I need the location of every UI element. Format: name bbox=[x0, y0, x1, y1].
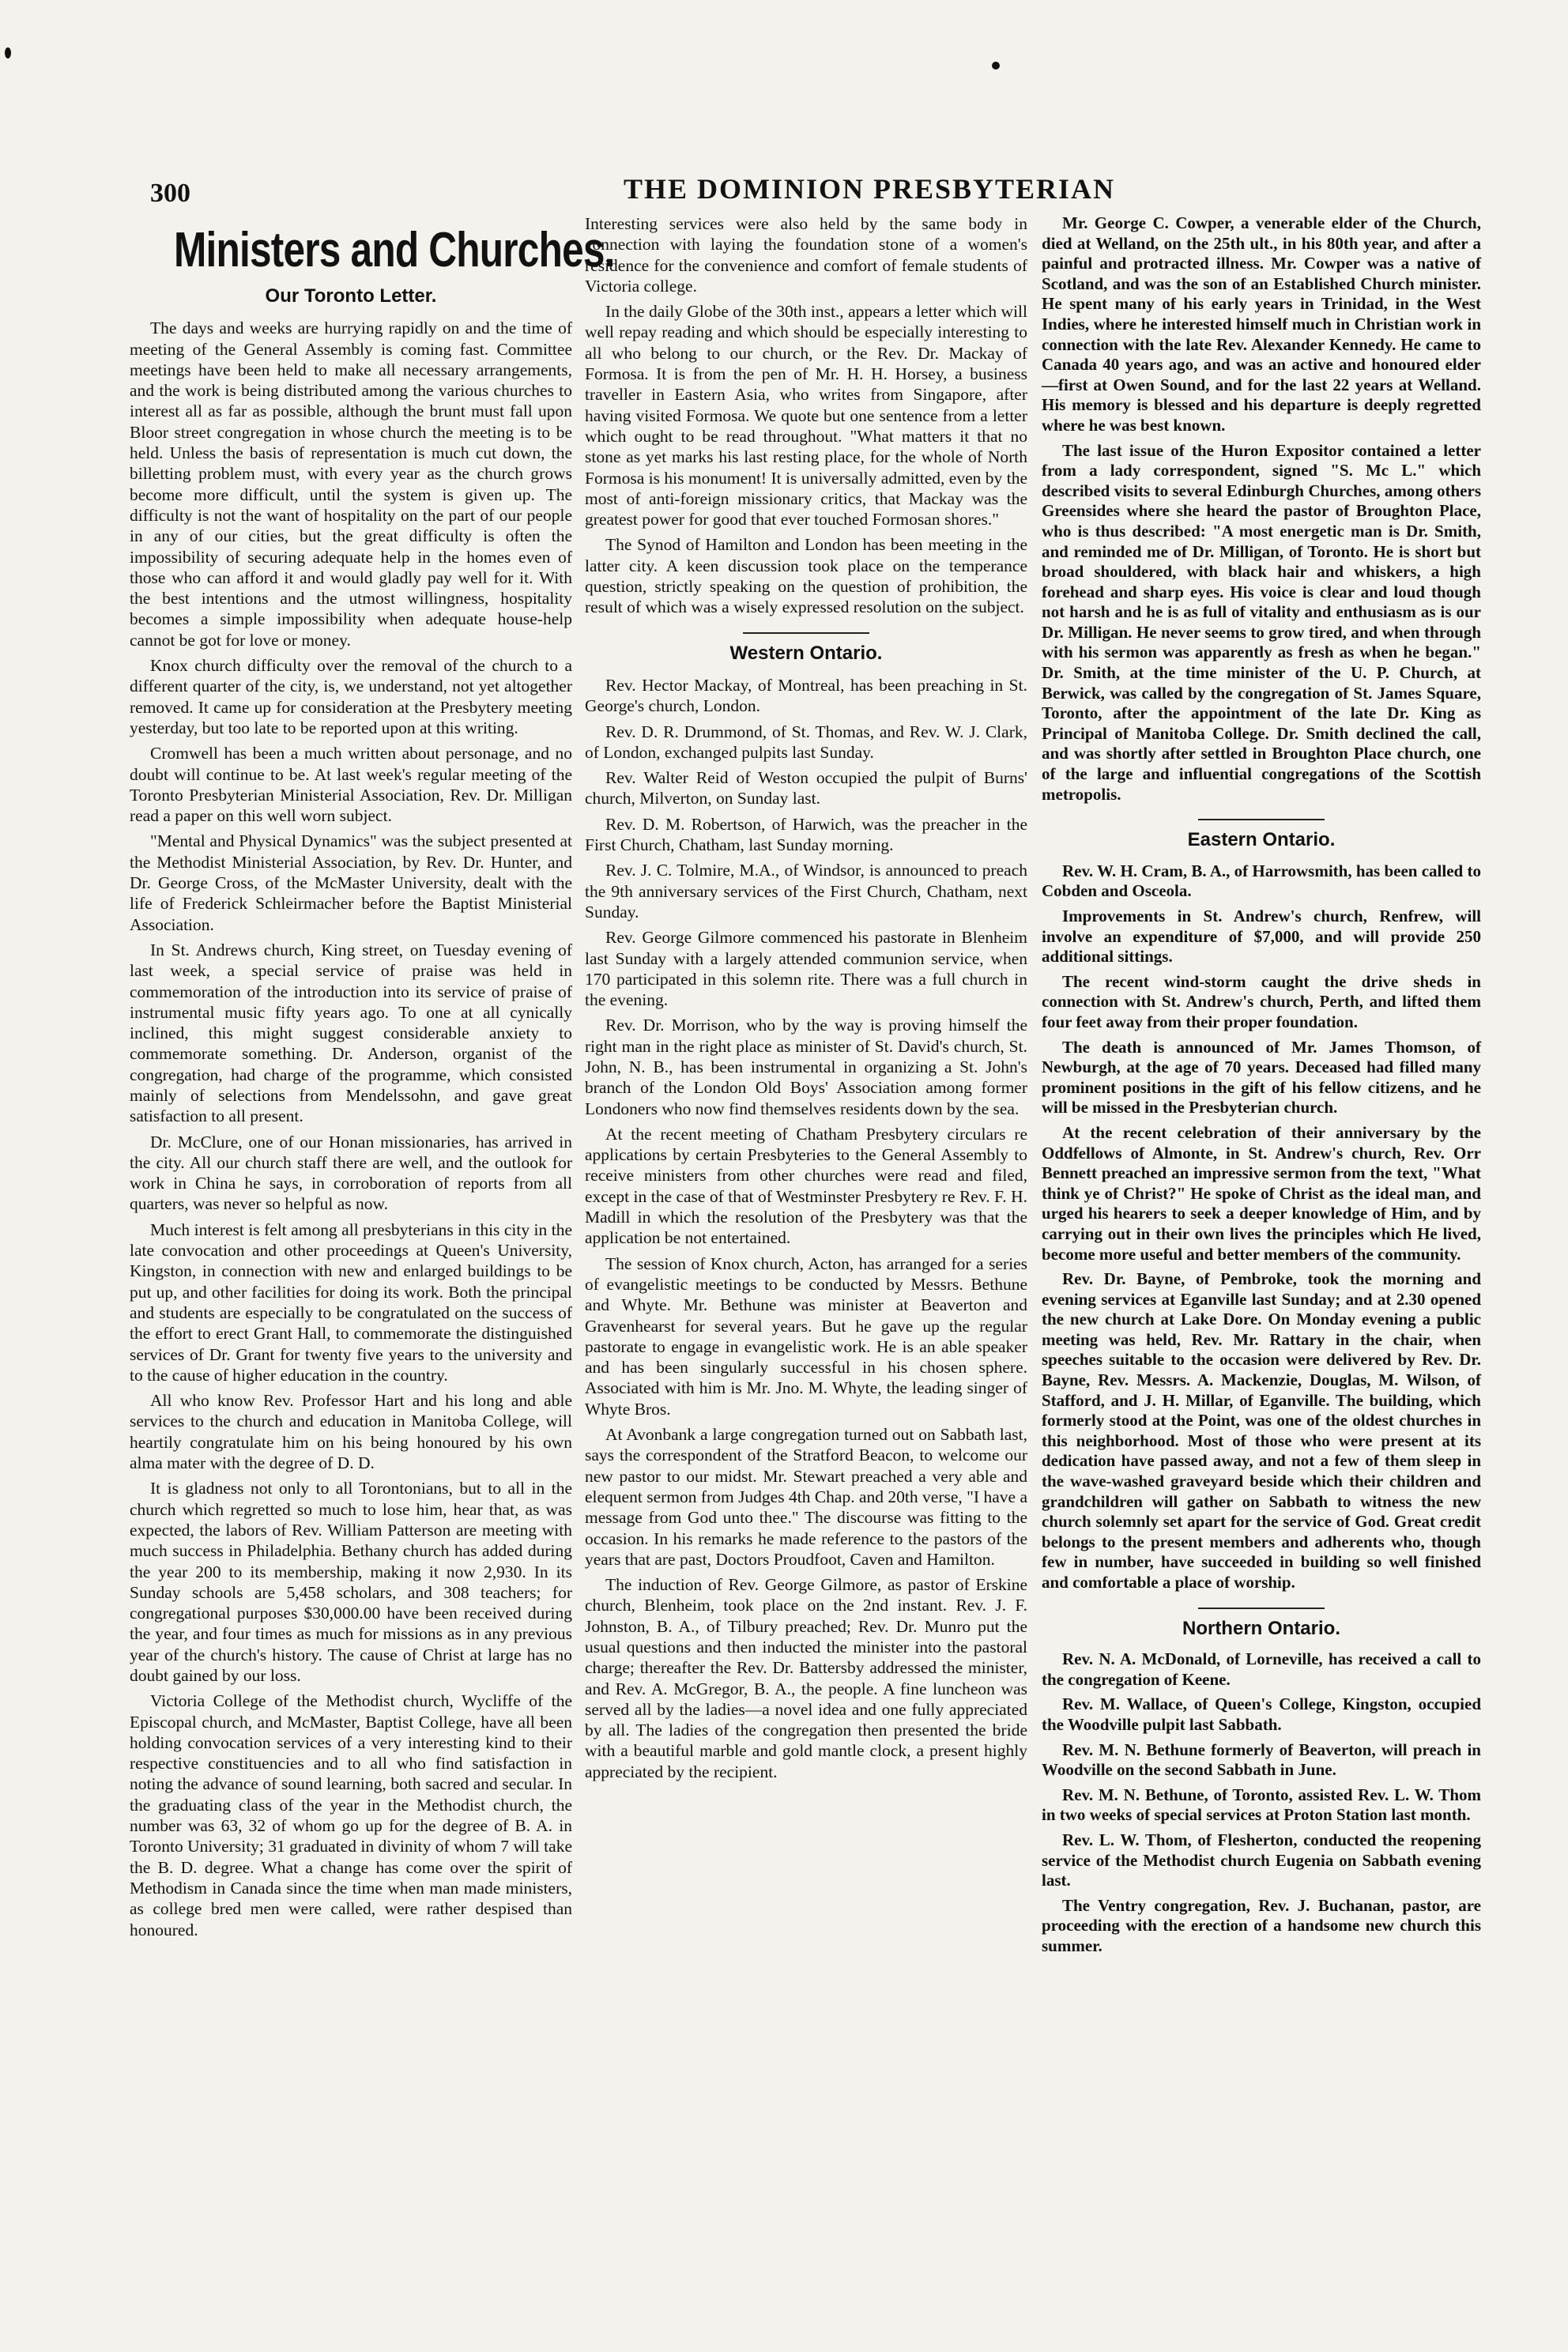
paragraph: The induction of Rev. George Gilmore, as pastor of Erskine church, Blenheim, took place on the 2nd instant. Rev. J. F. Johnston, B. A., of Tilbury preached; Rev. Dr. Munro put the usual questions and then inducted the minister into the pastoral charge; thereafter the Rev. Dr. Battersby addressed the minister, and Rev. A. McGregor, B. A., the people. A fine luncheon was served all by the ladies—a novel idea and one fully appreciated by all. The ladies of the congregation then presented the bride with a beautiful marble and gold mantle clock, a present highly appreciated by the recipient. bbox=[585, 1575, 1027, 1781]
paragraph: Much interest is felt among all presbyterians in this city in the late convocation and other proceedings at Queen's University, Kingston, in connection with new and enlarged buildings to be put up, and other facilities for doing its work. Both the principal and students are especially to be congratulated on the success of the effort to erect Grant Hall, to commemorate the distinguished services of Dr. Grant for twenty five years to the university and to the cause of higher education in the country. bbox=[130, 1219, 572, 1385]
paragraph: Rev. Dr. Bayne, of Pembroke, took the morning and evening services at Eganville last Sunday; and at 2.30 opened the new church at Lake Dore. On Monday evening a public meeting was held, Rev. Mr. Rattary in the chair, when speeches suitable to the occasion were delivered by Rev. Dr. Bayne, Rev. Messrs. A. Mackenzie, Douglas, M. Wilson, of Stafford, and J. H. Millar, of Eganville. The building, which formerly stood at the Point, was one of the oldest churches in this neighborhood. Most of those who were present at its dedication have passed away, and not a few of them sleep in the wave-washed graveyard beside which their children and grandchildren will gather on Sabbath to witness the new church solemnly set apart for the service of God. Great credit belongs to the present members and adherents who, though few in number, have succeeded in building so well finished and comfortable a place of worship. bbox=[1042, 1269, 1481, 1592]
column-2 bbox=[585, 213, 1027, 1787]
paragraph: It is gladness not only to all Torontonians, but to all in the church which regretted so much to lose him, hear that, as was expected, the labors of Rev. William Patterson are meeting with much success in Philadelphia. Bethany church has added during the year 200 to its membership, making it now 2,930. In its Sunday schools are 5,458 scholars, and 308 teachers; for congregational purposes $30,000.00 have been received during the year, and four times as much for missions as in any previous year of the church's history. The cause of Christ at large has no doubt gained by our loss. bbox=[130, 1479, 572, 1685]
paragraph: In St. Andrews church, King street, on Tuesday evening of last week, a special service of praise was held in commemoration of the introduction into its service of praise of instrumental music fifty years ago. To one at all cynically inclined, this might suggest considerable anxiety to commemorate something. Dr. Anderson, organist of the congregation, had charge of the programme, which consisted mainly of selections from Mendelssohn, and gave great satisfaction to all present. bbox=[130, 940, 572, 1126]
paragraph: Rev. M. N. Bethune, of Toronto, assisted Rev. L. W. Thom in two weeks of special services at Proton Station last month. bbox=[1042, 1785, 1481, 1825]
northern-ontario-heading: Northern Ontario. bbox=[1042, 1608, 1481, 1639]
ink-speck bbox=[5, 47, 11, 58]
paragraph: Rev. Dr. Morrison, who by the way is proving himself the right man in the right place as minister of St. David's church, St. John, N. B., has been instrumental in organizing a St. John's branch of the London Old Boys' Association among former Londoners who now find themselves residents down by the sea. bbox=[585, 1016, 1027, 1118]
paragraph: Victoria College of the Methodist church, Wycliffe of the Episcopal church, and McMaster, Baptist College, have all been holding convocation services of a very interesting kind to their respective constituencies and to all who find satisfaction in noting the advance of sound learning, both sacred and secular. In the graduating class of the year in the Methodist church, the number was 63, 32 of whom go up for the degree of B. A. in Toronto University; 31 graduated in divinity of whom 7 will take the B. D. degree. What a change has come over the spirit of Methodism in Canada since the time when man made ministers, as college bred men were called, were rather despised than honoured. bbox=[130, 1691, 572, 1939]
paragraph: Rev. George Gilmore commenced his pastorate in Blenheim last Sunday with a largely attended communion service, when 170 participated in this solemn rite. There was a full church in the evening. bbox=[585, 928, 1027, 1010]
paragraph: The recent wind-storm caught the drive sheds in connection with St. Andrew's church, Perth, and lifted them four feet away from their proper foundation. bbox=[1042, 971, 1481, 1031]
paragraph: Rev. L. W. Thom, of Flesherton, conducted the reopening service of the Methodist church Eugenia on Sabbath evening last. bbox=[1042, 1830, 1481, 1890]
column-3 bbox=[1042, 213, 1481, 1962]
paragraph: Rev. W. H. Cram, B. A., of Harrowsmith, has been called to Cobden and Osceola. bbox=[1042, 861, 1481, 901]
paragraph: Rev. M. N. Bethune formerly of Beaverton, will preach in Woodville on the second Sabbath in June. bbox=[1042, 1740, 1481, 1780]
eastern-ontario-heading: Eastern Ontario. bbox=[1042, 819, 1481, 850]
paragraph: At the recent meeting of Chatham Presbytery circulars re applications by certain Presbyteries to the General Assembly to receive ministers from other churches were read and filed, except in the case of that of Westminster Presbytery re Rev. F. H. Madill in which the resolution of the Presbytery was that the application be not entertained. bbox=[585, 1124, 1027, 1248]
paragraph: The death is announced of Mr. James Thomson, of Newburgh, at the age of 70 years. Deceased had filled many prominent positions in the gift of his fellow citizens, and he will be missed in the Presbyterian church. bbox=[1042, 1037, 1481, 1118]
article-title: Ministers and Churches. bbox=[174, 223, 615, 277]
paragraph: At the recent celebration of their anniversary by the Oddfellows of Almonte, in St. Andrew's church, Rev. Orr Bennett preached an impressive sermon from the text, "What think ye of Christ?" He spoke of Christ as the ideal man, and urged his hearers to seek a deeper knowledge of Him, and by carrying out in their own lives the principles which He lived, become more useful and better members of the community. bbox=[1042, 1122, 1481, 1264]
paragraph: Rev. M. Wallace, of Queen's College, Kingston, occupied the Woodville pulpit last Sabbath. bbox=[1042, 1694, 1481, 1734]
paragraph: Rev. Hector Mackay, of Montreal, has been preaching in St. George's church, London. bbox=[585, 675, 1027, 716]
paragraph: All who know Rev. Professor Hart and his long and able services to the church and education in Manitoba College, will heartily congratulate him on his being honoured by his own alma mater with the degree of D. D. bbox=[130, 1391, 572, 1473]
paragraph: Improvements in St. Andrew's church, Renfrew, will involve an expenditure of $7,000, and will provide 250 additional sittings. bbox=[1042, 906, 1481, 967]
paragraph: Knox church difficulty over the removal of the church to a different quarter of the city, is, we understand, not yet altogether removed. It came up for consideration at the Presbytery meeting yesterday, but too late to be reported upon at this writing. bbox=[130, 656, 572, 737]
paragraph: Rev. D. R. Drummond, of St. Thomas, and Rev. W. J. Clark, of London, exchanged pulpits last Sunday. bbox=[585, 722, 1027, 762]
paragraph: The session of Knox church, Acton, has arranged for a series of evangelistic meetings to be conducted by Messrs. Bethune and Whyte. Mr. Bethune was minister at Beaverton and Gravenhearst for several years. But he gave up the regular pastorate to engage in evangelistic work. He is an able speaker and has been singularly successful in his chosen sphere. Associated with him is Mr. Jno. M. Whyte, the leading singer of Whyte Bros. bbox=[585, 1253, 1027, 1419]
column-1 bbox=[130, 213, 615, 1945]
paragraph: The days and weeks are hurrying rapidly on and the time of meeting of the General Assembly is coming fast. Committee meetings have been held to make all necessary arrangements, and the work is being distributed among the various churches to interest all as far as possible, although the brunt must fall upon Bloor street congregation in whose church the meeting is to be held. Unless the basis of representation is much cut down, the billetting problem must, with every year as the church grows become more difficult, until the system is given up. The difficulty is not the want of hospitality on the part of our people in any of our cities, but the great difficulty is often the impossibility of securing adequate help in the homes even of those who can afford it and would gladly pay well for it. With the best intentions and the utmost willingness, hospitality becomes a simple impossibility when adequate house-help cannot be got for love or money. bbox=[130, 318, 572, 650]
western-ontario-heading: Western Ontario. bbox=[585, 632, 1027, 664]
paragraph: Cromwell has been a much written about personage, and no doubt will continue to be. At last week's regular meeting of the Toronto Presbyterian Ministerial Association, Rev. Dr. Milligan read a paper on this well worn subject. bbox=[130, 744, 572, 826]
paragraph: Mr. George C. Cowper, a venerable elder of the Church, died at Welland, on the 25th ult., in his 80th year, and after a painful and protracted illness. Mr. Cowper was a native of Scotland, and was the son of an Established Church minister. He spent many of his early years in Trinidad, in the West Indies, where he interested himself much in Christian work in connection with the late Rev. Alexander Kennedy. He came to Canada 40 years ago, and was an active and honoured elder—first at Owen Sound, and for the last 22 years at Welland. His memory is blessed and his departure is deeply regretted where he was best known. bbox=[1042, 213, 1481, 435]
paragraph: Rev. Walter Reid of Weston occupied the pulpit of Burns' church, Milverton, on Sunday last. bbox=[585, 768, 1027, 808]
publication-title: THE DOMINION PRESBYTERIAN bbox=[623, 173, 1116, 205]
paragraph: Rev. J. C. Tolmire, M.A., of Windsor, is announced to preach the 9th anniversary services of the First Church, Chatham, next Sunday. bbox=[585, 861, 1027, 922]
paragraph: At Avonbank a large congregation turned out on Sabbath last, says the correspondent of the Stratford Beacon, to welcome our new pastor to our midst. Mr. Stewart preached a very able and elequent sermon from Judges 4th Chap. and 20th verse, "I have a message from God unto thee." The discourse was fitting to the occasion. In his remarks he made reference to the pastors of the years that are past, Doctors Proudfoot, Caven and Hamilton. bbox=[585, 1425, 1027, 1569]
paragraph: Rev. N. A. McDonald, of Lorneville, has received a call to the congregation of Keene. bbox=[1042, 1649, 1481, 1689]
ink-speck bbox=[992, 62, 1000, 70]
paragraph: The Synod of Hamilton and London has been meeting in the latter city. A keen discussion took place on the temperance question, strictly speaking on the question of prohibition, the result of which was a wisely expressed resolution on the subject. bbox=[585, 535, 1027, 617]
paragraph: In the daily Globe of the 30th inst., appears a letter which will well repay reading and which should be especially interesting to all who belong to our church, or the Rev. Dr. Mackay of Formosa. It is from the pen of Mr. H. H. Horsey, a business traveller in Eastern Asia, who writes from Singapore, after having visited Formosa. We quote but one sentence from a letter which ought to be read throughout. "What matters it that no stone as yet marks his last resting place, for the whole of North Formosa is his monument! It is universally admitted, even by the most of anti-foreign missionary critics, that Mackay was the greatest power for good that ever touched Formosan shores." bbox=[585, 302, 1027, 530]
paragraph: Rev. D. M. Robertson, of Harwich, was the preacher in the First Church, Chatham, last Sunday morning. bbox=[585, 814, 1027, 855]
toronto-letter-heading: Our Toronto Letter. bbox=[265, 285, 437, 307]
paragraph: The Ventry congregation, Rev. J. Buchanan, pastor, are proceeding with the erection of a handsome new church this summer. bbox=[1042, 1895, 1481, 1955]
paragraph: The last issue of the Huron Expositor contained a letter from a lady correspondent, signed "S. Mc L." which described visits to several Edinburgh Churches, among others Greensides where she heard the pastor of Broughton Place, who is thus described: "A most energetic man is Dr. Smith, and reminded me of Dr. Milligan, of Toronto. He is short but broad shouldered, with black hair and whiskers, a high forehead and sharp eyes. His voice is clear and loud though not harsh and he is as full of vitality and enthusiasm as is our Dr. Milligan. He never seems to grow tired, and when through with his sermon was apparently as fresh as when he began." Dr. Smith, at the time minister of the U. P. Church, at Berwick, was called by the congregation of St. James Square, Toronto, after the appointment of the late Dr. King as Principal of Manitoba College. Dr. Smith declined the call, and was shortly after settled in Broughton Place church, one of the large and influential congregations of the Scottish metropolis. bbox=[1042, 440, 1481, 804]
paragraph: "Mental and Physical Dynamics" was the subject presented at the Methodist Ministerial Association, by Rev. Dr. Hunter, and Dr. George Cross, of the McMaster University, dealt with the life of Frederick Schleirmacher before the Baptist Ministerial Association. bbox=[130, 831, 572, 934]
paragraph: Dr. McClure, one of our Honan missionaries, has arrived in the city. All our church staff there are well, and the outlook for work in China he says, in corroboration of reports from all quarters, was never so helpful as now. bbox=[130, 1132, 572, 1214]
page-number: 300 bbox=[150, 179, 190, 208]
paragraph: Interesting services were also held by the same body in connection with laying the foundation stone of a women's residence for the convenience and comfort of female students of Victoria college. bbox=[585, 214, 1027, 296]
